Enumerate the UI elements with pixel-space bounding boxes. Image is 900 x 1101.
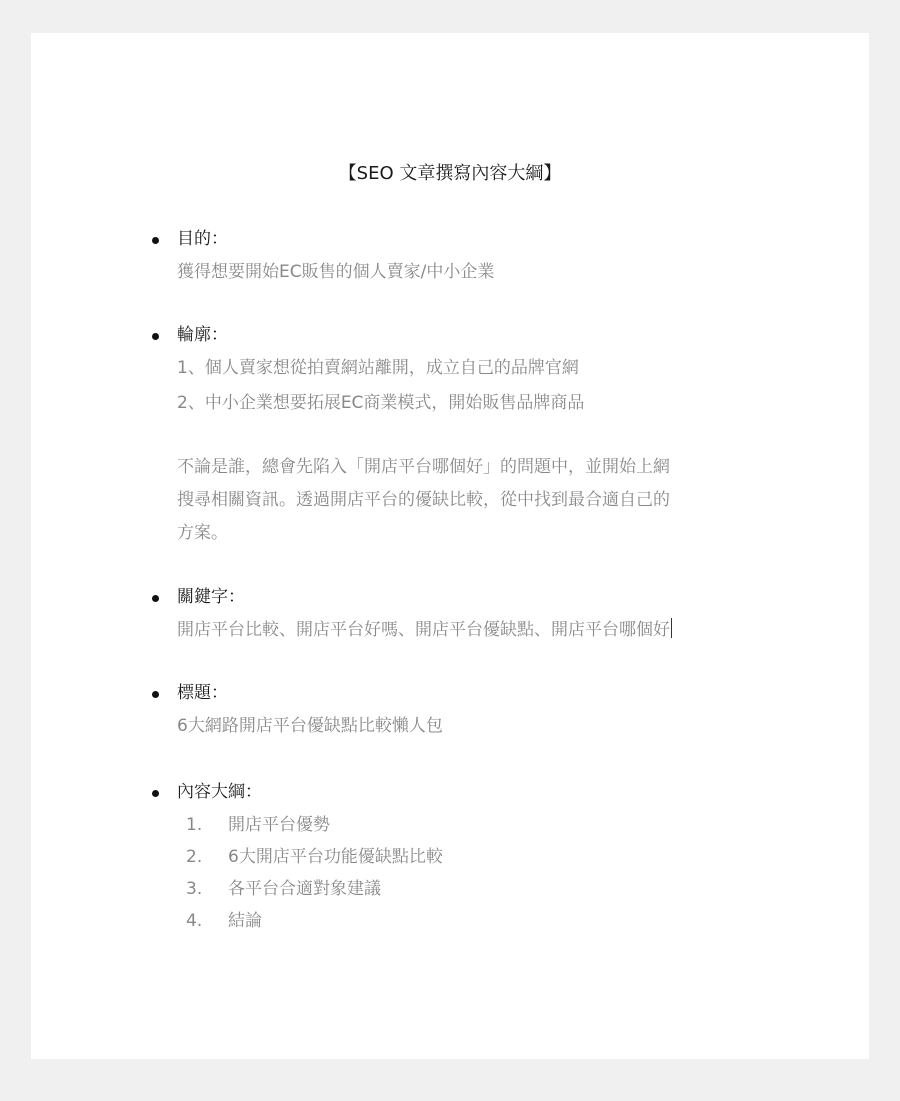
outline-item-1-number: 1. — [186, 815, 203, 835]
outline-item-3-number: 3. — [186, 879, 203, 899]
keywords-text-content: 開店平台比較、開店平台好嗎、開店平台優缺點、開店平台哪個好 — [177, 620, 670, 640]
outline-item-3-text: 各平台合適對象建議 — [228, 879, 381, 899]
bullet-content-outline — [152, 790, 159, 797]
bullet-headline — [152, 691, 159, 698]
keywords-text[interactable] — [177, 618, 672, 642]
purpose-text: 獲得想要開始EC販售的個人賣家/中小企業 — [177, 262, 495, 282]
outline-paragraph-line-2: 搜尋相關資訊。透過開店平台的優缺比較，從中找到最合適自己的 — [177, 490, 670, 510]
outline-item-2-number: 2. — [186, 847, 203, 867]
heading-purpose: 目的： — [177, 229, 228, 249]
heading-headline: 標題： — [177, 683, 228, 703]
outline-line-1: 1、個人賣家想從拍賣網站離開，成立自己的品牌官網 — [177, 358, 579, 378]
outline-item-4-text: 結論 — [228, 911, 262, 931]
document-title: 【SEO 文章撰寫內容大綱】 — [338, 163, 562, 184]
outline-line-2: 2、中小企業想要拓展EC商業模式，開始販售品牌商品 — [177, 393, 585, 413]
heading-outline: 輪廓： — [177, 325, 228, 345]
outline-item-2-text: 6大開店平台功能優缺點比較 — [228, 847, 443, 867]
outline-item-1-text: 開店平台優勢 — [228, 815, 330, 835]
outline-paragraph-line-1: 不論是誰，總會先陷入「開店平台哪個好」的問題中，並開始上網 — [177, 457, 670, 477]
headline-text: 6大網路開店平台優缺點比較懶人包 — [177, 716, 443, 736]
heading-content-outline: 內容大綱： — [177, 782, 262, 802]
bullet-purpose — [152, 237, 159, 244]
outline-item-4-number: 4. — [186, 911, 203, 931]
outline-paragraph-line-3: 方案。 — [177, 523, 228, 543]
document-page — [31, 33, 869, 1059]
heading-keywords: 關鍵字： — [177, 587, 245, 607]
text-cursor — [671, 618, 672, 638]
bullet-keywords — [152, 595, 159, 602]
bullet-outline — [152, 333, 159, 340]
